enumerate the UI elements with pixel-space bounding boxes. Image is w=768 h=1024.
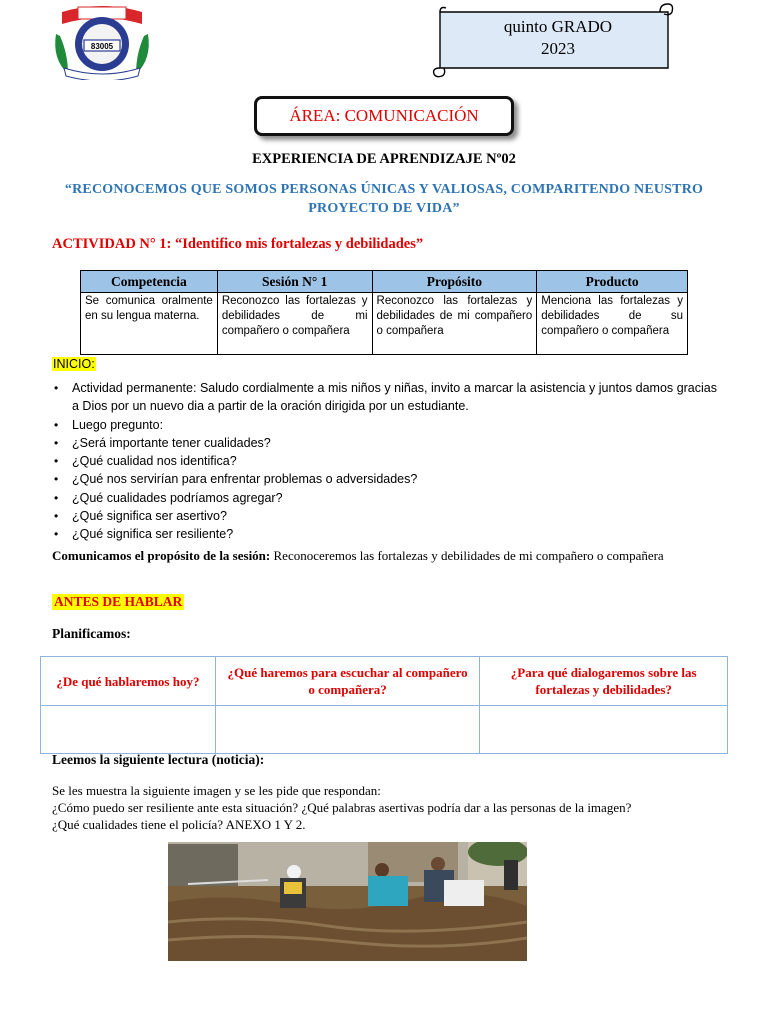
grade-year-text bbox=[450, 16, 666, 60]
purpose-label: Comunicamos el propósito de la sesión: bbox=[52, 548, 271, 563]
logo-number: 83005 bbox=[90, 42, 114, 51]
reading-line: ¿Cómo puedo ser resiliente ante esta situación? ¿Qué palabras asertivas podría dar a las personas de la imagen? bbox=[52, 800, 632, 815]
header-sesion: Sesión N° 1 bbox=[217, 271, 372, 293]
cell-competencia: Se comunica oralmente en su lengua materna. bbox=[81, 293, 218, 355]
inicio-label: INICIO: bbox=[53, 357, 95, 371]
planificamos-label: Planificamos: bbox=[52, 626, 131, 641]
session-table bbox=[80, 270, 688, 355]
header-competencia: Competencia bbox=[81, 271, 218, 293]
planning-answer-cell-1 bbox=[41, 706, 216, 754]
header-producto: Producto bbox=[537, 271, 688, 293]
planning-table-header-row bbox=[41, 657, 728, 706]
planning-header-2: ¿Qué haremos para escuchar al compañero o compañera? bbox=[215, 657, 480, 706]
experience-title: EXPERIENCIA DE APRENDIZAJE Nº02 bbox=[252, 151, 516, 167]
list-item: • ¿Será importante tener cualidades? bbox=[52, 434, 717, 452]
planning-answer-cell-2 bbox=[215, 706, 480, 754]
session-table-header-row bbox=[81, 271, 688, 293]
list-item: • ¿Qué significa ser resiliente? bbox=[52, 525, 717, 543]
reading-line: ¿Qué cualidades tiene el policía? ANEXO 1 Y 2. bbox=[52, 817, 306, 832]
list-item: • ¿Qué significa ser asertivo? bbox=[52, 507, 717, 525]
header-proposito: Propósito bbox=[372, 271, 537, 293]
activity-title: ACTIVIDAD N° 1: “Identifico mis fortalezas y debilidades” bbox=[52, 236, 424, 252]
planning-answer-cell-3 bbox=[480, 706, 728, 754]
experience-quote-title: “RECONOCEMOS QUE SOMOS PERSONAS ÚNICAS Y VALIOSAS, COMPARITENDO NEUSTRO PROYECTO DE VIDA” bbox=[64, 182, 704, 216]
school-logo bbox=[48, 4, 156, 80]
session-purpose bbox=[52, 547, 714, 564]
planning-header-3: ¿Para qué dialogaremos sobre las fortalezas y debilidades? bbox=[480, 657, 728, 706]
flood-rescue-photo bbox=[168, 842, 527, 961]
list-item: • Luego pregunto: bbox=[52, 416, 717, 434]
antes-de-hablar-label: ANTES DE HABLAR bbox=[54, 594, 183, 609]
leemos-label: Leemos la siguiente lectura (noticia): bbox=[52, 752, 265, 767]
year-label: 2023 bbox=[541, 39, 575, 58]
table-row bbox=[41, 706, 728, 754]
list-item: • ¿Qué nos servirían para enfrentar problemas o adversidades? bbox=[52, 470, 717, 488]
area-title-box: ÁREA: COMUNICACIÓN bbox=[254, 96, 514, 136]
cell-proposito: Reconozco las fortalezas y debilidades de mi compañero o compañera bbox=[372, 293, 537, 355]
planning-table bbox=[40, 656, 728, 754]
cell-producto: Menciona las fortalezas y debilidades de su compañero o compañera bbox=[537, 293, 688, 355]
inicio-bullet-list bbox=[52, 379, 717, 544]
list-item: • ¿Qué cualidad nos identifica? bbox=[52, 452, 717, 470]
reading-line: Se les muestra la siguiente imagen y se les pide que respondan: bbox=[52, 783, 381, 798]
planning-header-1: ¿De qué hablaremos hoy? bbox=[41, 657, 216, 706]
table-row bbox=[81, 293, 688, 355]
grade-label: quinto GRADO bbox=[503, 17, 613, 36]
cell-sesion: Reconozco las fortalezas y debilidades de mi compañero o compañera bbox=[217, 293, 372, 355]
reading-instructions bbox=[52, 782, 732, 833]
list-item: • ¿Qué cualidades podríamos agregar? bbox=[52, 489, 717, 507]
purpose-text: Reconoceremos las fortalezas y debilidades de mi compañero o compañera bbox=[273, 548, 664, 563]
list-item: • Actividad permanente: Saludo cordialmente a mis niños y niñas, invito a marcar la asistencia y juntos damos gracias a Dios por un nuevo dia a partir de la oración dirigida por un estudiante. bbox=[52, 379, 717, 416]
